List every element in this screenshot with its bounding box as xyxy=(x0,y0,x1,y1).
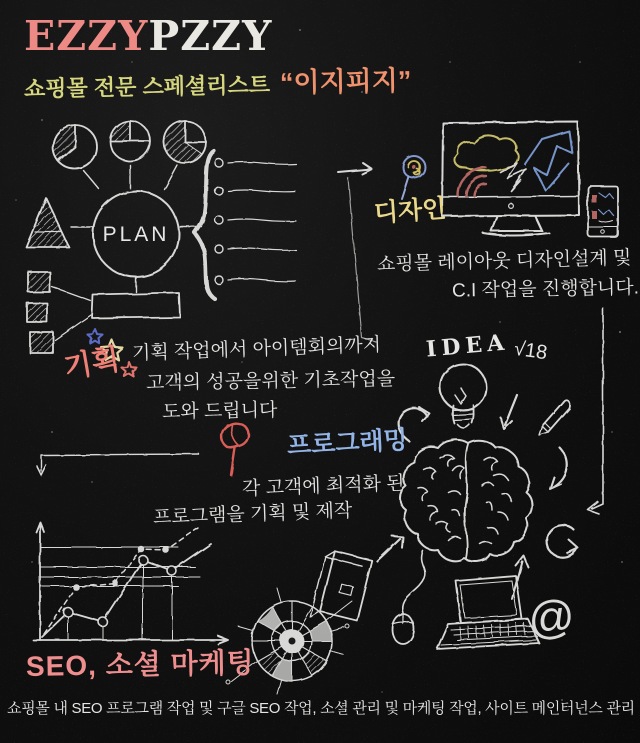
subtitle-text: 쇼핑몰 전문 스페셜리스트 xyxy=(23,72,271,102)
design-label: 디자인 xyxy=(373,194,448,228)
design-desc-line2: C.I 작업을 진행합니다. xyxy=(451,277,640,302)
programming-desc-line2: 프로그램을 기획 및 제작 xyxy=(152,500,353,529)
seo-description: 쇼핑몰 내 SEO 프로그램 작업 및 구글 SEO 작업, 소셜 관리 및 마케팅 작업, 사이트 메인터넌스 관리 xyxy=(7,700,635,717)
sqrt-18-label: √18 xyxy=(512,337,549,365)
logo xyxy=(24,14,272,59)
at-sign-doodle: @ xyxy=(525,589,577,645)
planning-label: 기획 xyxy=(61,343,123,385)
programming-label: 프로그래밍 xyxy=(286,425,409,461)
design-desc-line1: 쇼핑몰 레이아웃 디자인설계 및 xyxy=(376,247,632,276)
seo-label: SEO, 소셜 마케팅 xyxy=(25,647,255,682)
planning-desc-line3: 도와 드립니다 xyxy=(161,399,278,424)
planning-desc-line2: 고객의 성공을위한 기초작업을 xyxy=(145,368,396,395)
plan-label: PLAN xyxy=(102,223,170,246)
idea-label: IDEA xyxy=(425,329,511,363)
planning-desc-line1: 기획 작업에서 아이템회의까지 xyxy=(131,334,382,365)
subtitle-quote: “이지피지” xyxy=(279,65,412,98)
logo-part2: PZZY xyxy=(148,12,273,60)
programming-desc-line1: 각 고객에 최적화 된 xyxy=(241,473,405,500)
logo-part1: EZZY xyxy=(24,12,149,60)
